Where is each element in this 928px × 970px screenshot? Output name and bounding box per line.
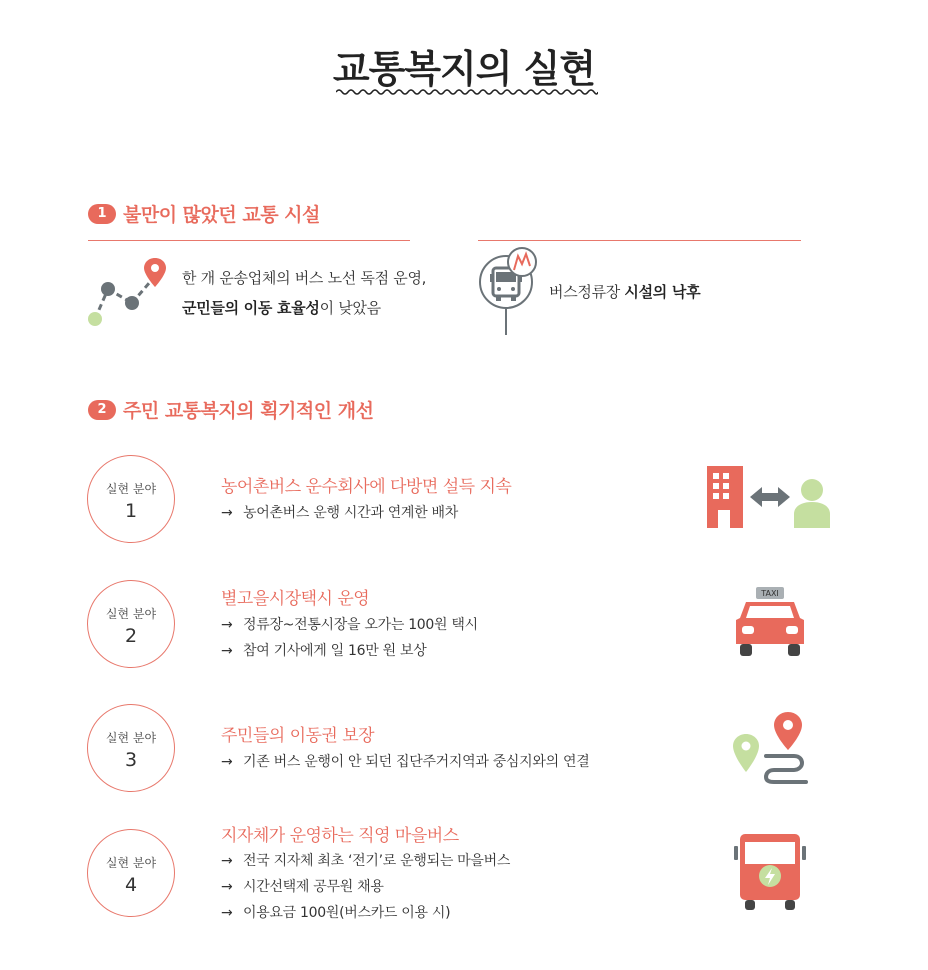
item4-badge-label: 실현 분야 bbox=[105, 856, 157, 870]
item3-badge-label: 실현 분야 bbox=[105, 731, 157, 745]
item3-badge-number: 3 bbox=[124, 749, 138, 771]
arrow-icon: → bbox=[221, 643, 233, 659]
section1-right-divider bbox=[478, 240, 801, 241]
arrow-icon: → bbox=[221, 754, 233, 770]
item3-bullet-1: → 기존 버스 운행이 안 되던 집단주거지역과 중심지와의 연결 bbox=[221, 749, 589, 775]
item4-bullet-2: → 시간선택제 공무원 채용 bbox=[221, 874, 510, 900]
item1-title: 농어촌버스 운수회사에 다방면 설득 지속 bbox=[221, 477, 512, 497]
taxi-icon bbox=[732, 586, 808, 660]
issue2-text-normal: 버스정류장 bbox=[549, 283, 625, 301]
item4-bullet-3: → 이용요금 100원(버스카드 이용 시) bbox=[221, 900, 510, 926]
arrow-icon: → bbox=[221, 853, 233, 869]
item2-badge-label: 실현 분야 bbox=[105, 607, 157, 621]
electric-bus-icon bbox=[732, 832, 808, 912]
item1-badge bbox=[87, 455, 175, 543]
section2-number-badge: 2 bbox=[88, 400, 116, 420]
issue2-text bbox=[549, 277, 700, 307]
arrow-icon: → bbox=[221, 505, 233, 521]
issue1-line2-rest: 이 낮았음 bbox=[319, 299, 381, 317]
item2-badge bbox=[87, 580, 175, 668]
section1-heading bbox=[88, 200, 320, 227]
issue1-line2 bbox=[182, 293, 426, 323]
arrow-icon: → bbox=[221, 905, 233, 921]
item1-badge-label: 실현 분야 bbox=[105, 482, 157, 496]
section1-left-divider bbox=[88, 240, 410, 241]
section2-heading bbox=[88, 396, 373, 423]
building-person-exchange-icon bbox=[706, 466, 834, 530]
item4-badge bbox=[87, 829, 175, 917]
bus-stop-sign-icon bbox=[474, 244, 540, 336]
issue1-text bbox=[182, 263, 426, 323]
title-wrap bbox=[0, 38, 928, 93]
taxi-sign-text: TAXI bbox=[761, 589, 779, 598]
item1-bullets bbox=[221, 500, 458, 526]
item2-title: 별고을시장택시 운영 bbox=[221, 589, 370, 609]
item1-badge-number: 1 bbox=[124, 500, 138, 522]
section1-title: 불만이 많았던 교통 시설 bbox=[123, 204, 320, 226]
arrow-icon: → bbox=[221, 617, 233, 633]
section1-number-badge: 1 bbox=[88, 204, 116, 224]
issue1-line2-bold: 군민들의 이동 효율성 bbox=[182, 299, 320, 317]
route-pins-icon bbox=[730, 710, 810, 786]
item4-bullets bbox=[221, 848, 510, 926]
item2-bullet-2: → 참여 기사에게 일 16만 원 보상 bbox=[221, 638, 478, 664]
item4-badge-number: 4 bbox=[124, 874, 138, 896]
item2-bullets bbox=[221, 612, 478, 664]
item3-badge bbox=[87, 704, 175, 792]
item3-title: 주민들의 이동권 보장 bbox=[221, 726, 375, 746]
page-title: 교통복지의 실현 bbox=[332, 47, 596, 91]
arrow-icon: → bbox=[221, 879, 233, 895]
item1-bullet-1: → 농어촌버스 운행 시간과 연계한 배차 bbox=[221, 500, 458, 526]
item3-bullets bbox=[221, 749, 589, 775]
title-underline-wave bbox=[336, 88, 598, 96]
route-map-icon bbox=[84, 256, 168, 330]
section2-title: 주민 교통복지의 획기적인 개선 bbox=[123, 400, 374, 422]
item2-badge-number: 2 bbox=[124, 625, 138, 647]
item4-title: 지자체가 운영하는 직영 마을버스 bbox=[221, 826, 459, 846]
item4-bullet-1: → 전국 지자체 최초 ‘전기’로 운행되는 마을버스 bbox=[221, 848, 510, 874]
item2-bullet-1: → 정류장~전통시장을 오가는 100원 택시 bbox=[221, 612, 478, 638]
issue2-text-bold: 시설의 낙후 bbox=[624, 283, 701, 301]
issue1-line1: 한 개 운송업체의 버스 노선 독점 운영, bbox=[182, 269, 427, 287]
